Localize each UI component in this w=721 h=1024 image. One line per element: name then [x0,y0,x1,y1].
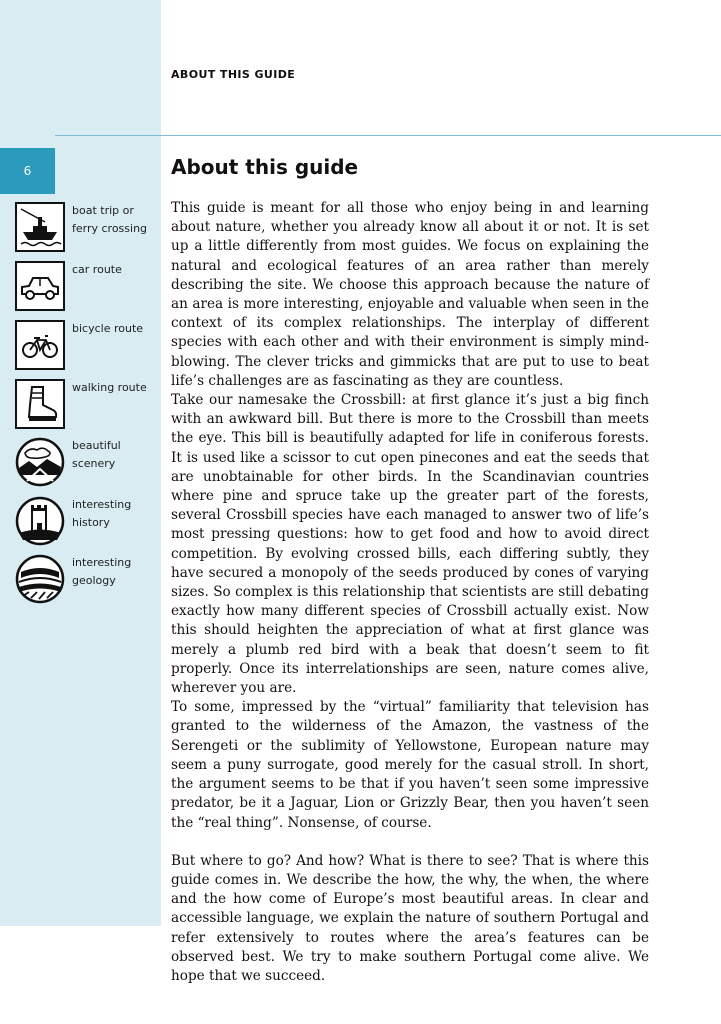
boat-icon [15,202,65,252]
legend-label: bicycle route [72,322,144,335]
legend-item-car [15,261,160,313]
history-icon [15,496,65,546]
legend-label: beautiful scenery [72,439,121,470]
running-header: ABOUT THIS GUIDE [171,68,296,81]
body-text [171,199,649,986]
legend-item-scenery [15,437,160,489]
page-number: 6 [0,148,55,194]
scenery-icon [15,437,65,487]
legend-label: interesting geology [72,556,132,587]
paragraph: Take our namesake the Crossbill: at first glance it’s just a big finch with an awkward bill. But there is more to the Crossbill than meets the eye. This bill is beautifully adapted for life in coniferous forests. It is used like a scissor to cut open pinecones and eat the seeds that are unobtainable for other birds. In the Scandinavian countries where pine and spruce take up the greater part of the forests, several Crossbill species have each managed to answer two of life’s most pressing questions: how to get food and how to avoid direct competition. By evolving crossed bills, each differing subtly, they have secured a monopoly of the seeds produced by cones of varying sizes. So complex is this relationship that scientists are still debating exactly how many different species of Crossbill actually exist. Now this should heighten the appreciation of what at first glance was merely a plumb red bird with a beak that doesn’t seem to fit properly. Once its interrelationships are seen, nature comes alive, wherever you are. [171,392,649,697]
legend-item-history [15,496,160,548]
legend-label: walking route [72,381,147,394]
geology-icon [15,554,65,604]
header-rule [55,135,721,136]
legend-item-boat [15,202,160,254]
paragraph: To some, impressed by the “virtual” familiarity that television has granted to the wilderness of the Amazon, the vastness of the Serengeti or the sublimity of Yellowstone, European nature may seem a puny surrogate, good merely for the casual stroll. In short, the argument seems to be that if you haven’t seen some impressive predator, be it a Jaguar, Lion or Grizzly Bear, then you haven’t seen the “real thing”. Nonsense, of course. [171,699,649,831]
paragraph: But where to go? And how? What is there to see? That is where this guide comes in. We describe the how, the why, the when, the where and the how come of Europe’s most beautiful areas. In clear and accessible language, we explain the nature of southern Portugal and refer extensively to routes where the area’s features can be observed best. We try to make southern Portugal come alive. We hope that we succeed. [171,852,649,984]
legend-item-bicycle [15,320,160,372]
car-icon [15,261,65,311]
legend-item-geology [15,554,160,606]
legend-label: car route [72,263,122,276]
paragraph: This guide is meant for all those who enjoy being in and learning about nature, whether you already know all about it or not. It is set up a little differently from most guides. We focus on explaining the natural and ecological features of an area rather than merely describing the site. We choose this approach because the nature of an area is more interesting, enjoyable and valuable when seen in the context of its complex relationships. The interplay of different species with each other and with their environment is simply mind-blowing. The clever tricks and gimmicks that are put to use to beat life’s challenges are as fascinating as they are countless. [171,200,649,389]
legend-item-walking [15,379,160,431]
walking-boot-icon [15,379,65,429]
legend-label: interesting history [72,498,132,529]
page-title: About this guide [171,155,359,179]
bicycle-icon [15,320,65,370]
legend-label: boat trip or ferry crossing [72,204,148,235]
